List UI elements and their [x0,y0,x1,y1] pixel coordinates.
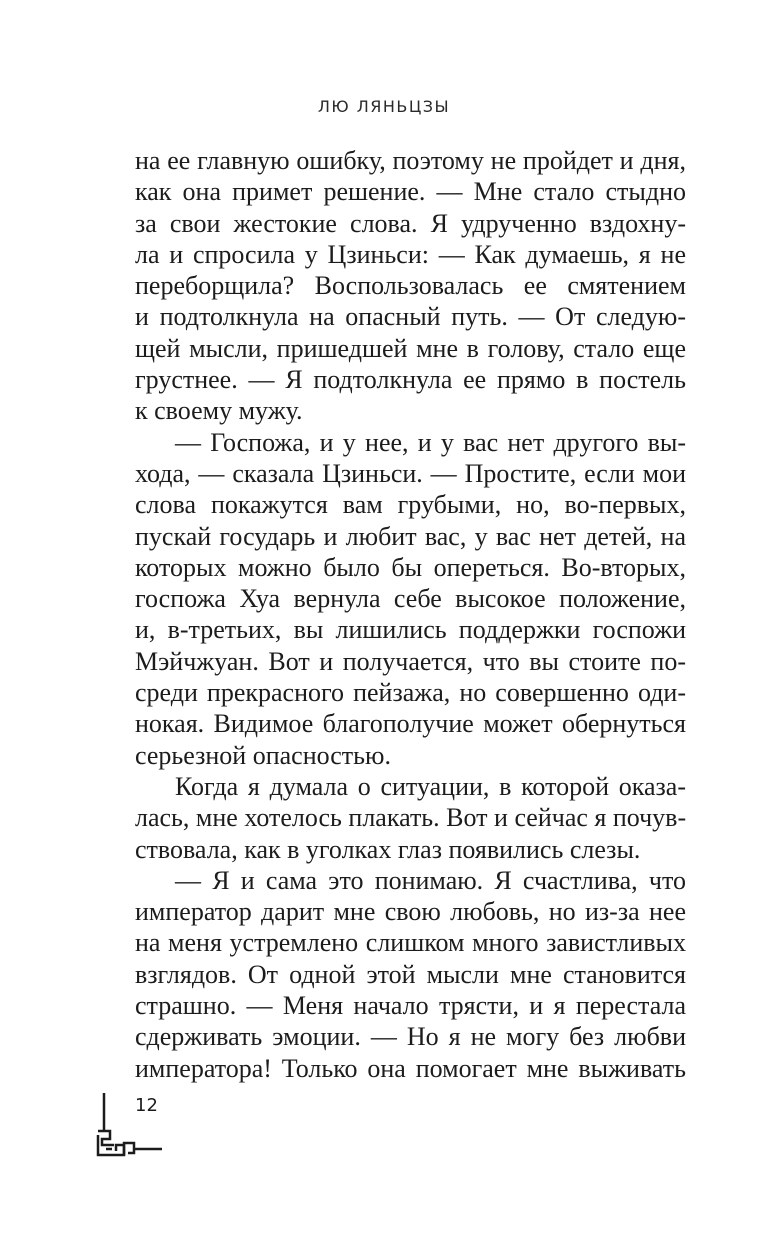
running-header: ЛЮ ЛЯНЬЦЗЫ [317,97,451,116]
page-number: 12 [135,1095,158,1116]
text-line: которых можно было бы опереться. Во-вторых, [135,552,686,582]
text-line: на меня устремлено слишком много завистливых [135,928,686,958]
text-line: ла и спросила у Цзиньси: — Как думаешь, я не [135,239,686,269]
text-line: — Я и сама это понимаю. Я счастлива, что [175,865,686,895]
text-line: взглядов. От одной этой мысли мне становится [135,959,686,989]
text-line: за свои жестокие слова. Я удрученно вздохну- [135,208,686,238]
text-line: хода, — сказала Цзиньси. — Простите, если мои [135,458,686,488]
text-line: слова покажутся вам грубыми, но, во-первых, [135,490,686,520]
text-line: на ее главную ошибку, поэтому не пройдет и дня, [135,146,686,175]
text-line: — Госпожа, и у нее, и у вас нет другого вы- [175,427,686,457]
text-line: как она примет решение. — Мне стало стыдно [135,177,686,207]
text-line: нокая. Видимое благополучие может обернуться [135,709,686,739]
text-line: ствовала, как в уголках глаз появились слезы. [135,834,641,864]
body-text [135,145,686,1084]
text-line: переборщила? Воспользовалась ее смятением [135,271,686,301]
text-line: Мэйчжуан. Вот и получается, что вы стоите по- [135,646,686,676]
text-line: и подтолкнула на опасный путь. — От следую- [135,302,686,332]
text-line: среди прекрасного пейзажа, но совершенно оди- [135,678,686,708]
text-line: и, в-третьих, вы лишились поддержки госпожи [135,615,686,645]
text-line: сдерживать эмоции. — Но я не могу без любви [135,1022,686,1052]
text-line: госпожа Хуа вернула себе высокое положение, [135,584,686,614]
text-line: Когда я думала о ситуации, в которой оказа- [175,771,686,801]
text-line: к своему мужу. [135,396,303,426]
text-line: императора! Только она помогает мне выживать [135,1053,686,1083]
text-line: грустнее. — Я подтолкнула ее прямо в постель [135,365,686,395]
text-line: пускай государь и любит вас, у вас нет детей, на [135,521,686,551]
text-line: император дарит мне свою любовь, но из-за нее [135,897,686,927]
text-line: страшно. — Меня начало трясти, и я перестала [135,991,686,1021]
text-line: лась, мне хотелось плакать. Вот и сейчас я почув- [135,803,687,833]
text-line: щей мысли, пришедшей мне в голову, стало еще [135,333,686,363]
text-line: серьезной опасностью. [135,740,391,770]
